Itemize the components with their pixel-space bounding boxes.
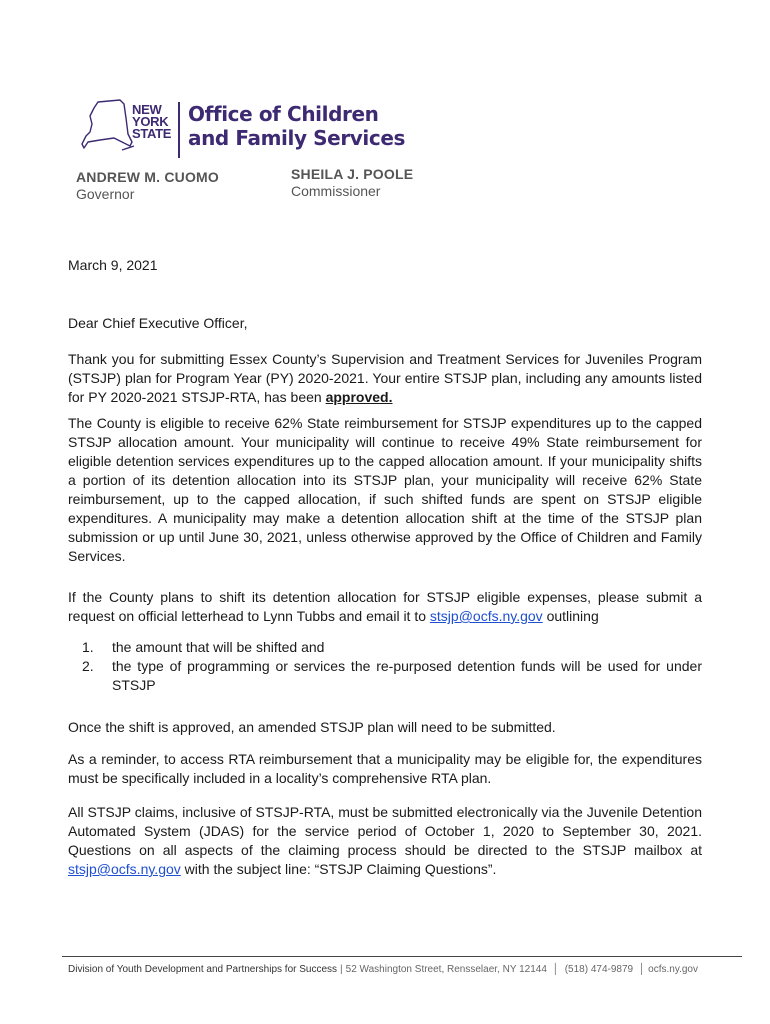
footer-divider <box>62 956 742 957</box>
letter-date: March 9, 2021 <box>68 257 158 273</box>
logo-office-name: Office of Children and Family Services <box>188 102 405 150</box>
letter-footer: Division of Youth Development and Partnerships for Success | 52 Washington Street, Rensselaer, NY 12144 │ (518) 474-9879 │ ocfs.ny.gov <box>68 964 698 975</box>
governor-title: Governor <box>76 186 135 202</box>
footer-address: 52 Washington Street, Rensselaer, NY 12144 <box>345 964 547 975</box>
commissioner-name: SHEILA J. POOLE <box>291 166 414 182</box>
paragraph-shift-request: If the County plans to shift its detention allocation for STSJP eligible expenses, please submit a request on official letterhead to Lynn Tubbs and email it to stsjp@ocfs.ny.gov outlining <box>68 589 702 624</box>
ocfs-logo <box>80 98 405 160</box>
paragraph-claims: All STSJP claims, inclusive of STSJP-RTA, must be submitted electronically via the Juvenile Detention Automated System (JDAS) for the service period of October 1, 2020 to September 30, 2021. Questions on all aspects of the claiming process should be directed to the STSJP mailbox at stsjp@ocfs.ny.gov with the subject line: “STSJP Claiming Questions”. <box>68 804 702 877</box>
list-item: 1. the amount that will be shifted and <box>82 639 325 655</box>
governor-name: ANDREW M. CUOMO <box>76 169 219 185</box>
footer-phone: (518) 474-9879 <box>564 964 634 975</box>
list-item: 2. the type of programming or services the re-purposed detention funds will be used for under STSJP <box>82 658 702 693</box>
paragraph-approval <box>68 350 702 407</box>
paragraph-amended-plan: Once the shift is approved, an amended STSJP plan will need to be submitted. <box>68 719 556 735</box>
email-link-mailbox[interactable]: stsjp@ocfs.ny.gov <box>68 861 181 877</box>
governor-block <box>76 169 219 202</box>
approved-emphasis: approved. <box>325 389 393 405</box>
footer-division: Division of Youth Development and Partnerships for Success <box>68 964 338 975</box>
paragraph-reimbursement: The County is eligible to receive 62% State reimbursement for STSJP expenditures up to the capped STSJP allocation amount. Your municipality will continue to receive 49% State reimbursement for eligible detention services expenditures up to the capped allocation amount. If your municipality shifts a portion of its detention allocation into its STSJP plan, your municipality will receive 62% State reimbursement, up to the capped allocation, if such shifted funds are spent on STSJP eligible expenditures. A municipality may make a detention allocation shift at the time of the STSJP plan submission or up until June 30, 2021, unless otherwise approved by the Office of Children and Family Services. <box>68 415 702 564</box>
commissioner-title: Commissioner <box>291 183 381 199</box>
logo-state-text: NEW YORK STATE <box>132 102 172 141</box>
commissioner-block <box>291 166 413 199</box>
approval-text: Thank you for submitting Essex County’s Supervision and Treatment Services for Juveniles Program (STSJP) plan for Program Year (PY) 2020-2021. Your entire STSJP plan, including any amounts listed for PY 2020-2021 STSJP-RTA, has been <box>68 351 702 405</box>
logo-divider <box>178 102 180 158</box>
shift-outline-list <box>82 638 702 695</box>
footer-website: ocfs.ny.gov <box>648 964 698 975</box>
salutation: Dear Chief Executive Officer, <box>68 315 248 331</box>
email-link-stsjp[interactable]: stsjp@ocfs.ny.gov <box>429 608 543 624</box>
paragraph-rta-reminder: As a reminder, to access RTA reimbursement that a municipality may be eligible for, the expenditures must be specifically included in a locality’s comprehensive RTA plan. <box>68 751 702 786</box>
new-york-state-map-icon <box>80 98 136 160</box>
